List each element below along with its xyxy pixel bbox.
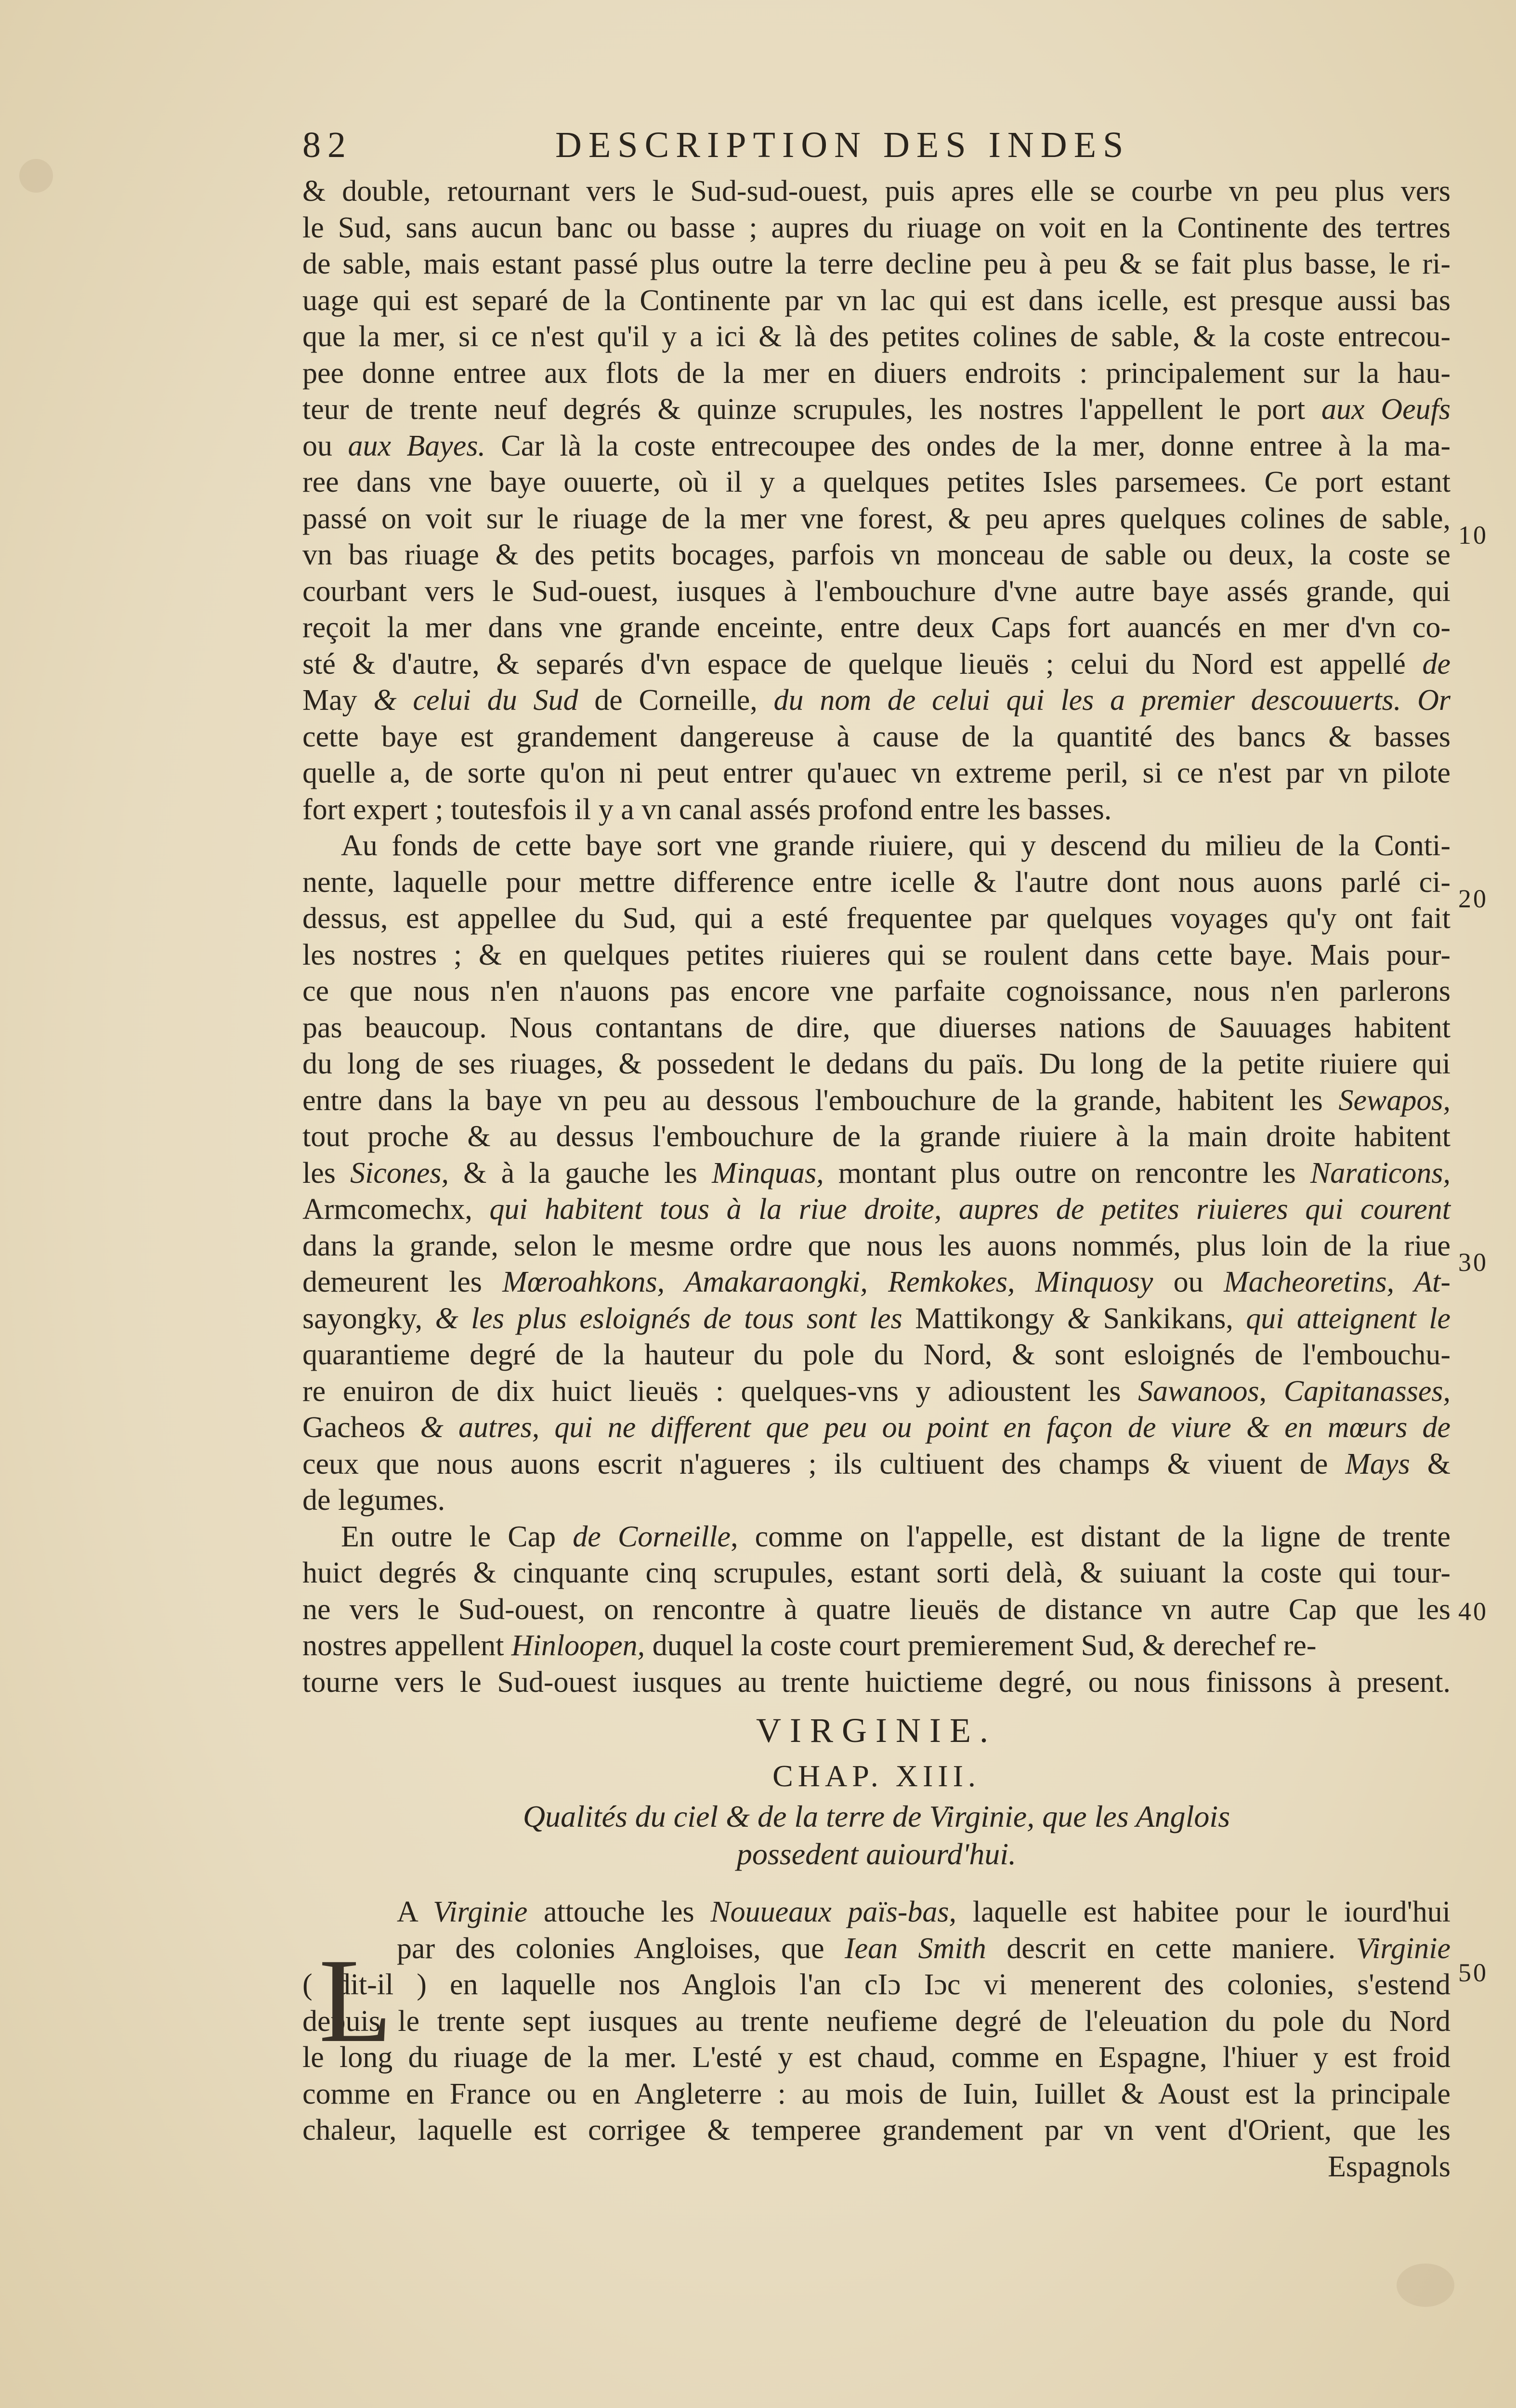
text-run: chaleur, laquelle est corrigee & temperee grandement par vn vent d'Orient, que les xyxy=(302,2114,1451,2146)
text-line xyxy=(302,828,1451,864)
text-run: Sankikans, xyxy=(1103,1302,1233,1335)
italic-term: qui habitent tous à la riue droite, aupres de petites riuieres qui courent xyxy=(472,1193,1451,1226)
text-run: courbant vers le Sud-ouest, iusques à l'embouchure d'vne autre baye assés grande, qui xyxy=(302,575,1451,608)
text-line xyxy=(302,2076,1451,2113)
text-run: duquel la coste court premierement Sud, & derechef re- xyxy=(645,1629,1317,1662)
paper-stain xyxy=(1397,2264,1454,2307)
text-run: quelle a, de sorte qu'on ni peut entrer qu'auec vn extreme peril, si ce n'est par vn pilote xyxy=(302,757,1451,789)
spacer xyxy=(302,1873,1451,1894)
text-run: que la mer, si ce n'est qu'il y a ici & là des petites colines de sable, & la coste entrecou- xyxy=(302,320,1451,353)
text-run: vn bas riuage & des petits bocages, parfois vn monceau de sable ou deux, la coste se xyxy=(302,538,1451,571)
text-run: comme en France ou en Angleterre : au mois de Iuin, Iuillet & Aoust est la principale xyxy=(302,2077,1451,2110)
text-line xyxy=(302,355,1451,392)
text-run: tourne vers le Sud-ouest iusques au trente huictieme degré, ou nous finissons à present. xyxy=(302,1665,1451,1699)
text-line xyxy=(302,1010,1451,1047)
text-run: Mattikongy xyxy=(915,1302,1055,1335)
text-run: montant plus outre on rencontre les xyxy=(823,1156,1310,1190)
text-line xyxy=(302,1228,1451,1265)
text-run: ou xyxy=(302,429,348,462)
text-run: fort expert ; toutesfois il y a vn canal assés profond entre les basses. xyxy=(302,793,1112,826)
italic-term: Virginie xyxy=(433,1896,528,1928)
italic-term: qui atteignent le xyxy=(1233,1302,1451,1335)
margin-line-number: 30 xyxy=(1458,1248,1488,1277)
margin-line-number: 20 xyxy=(1458,884,1488,913)
text-run: le long du riuage de la mer. L'esté y est chaud, comme en Espagne, l'hiuer y est froid xyxy=(302,2041,1451,2074)
italic-term: Virginie xyxy=(1356,1932,1451,1965)
text-run: ree dans vne baye ouuerte, où il y a quelques petites Isles parsemees. Ce port estant xyxy=(302,466,1451,498)
italic-term: de xyxy=(1422,647,1451,681)
text-line xyxy=(302,1374,1451,1410)
text-line xyxy=(302,1301,1451,1337)
text-run: sté & d'autre, & separés d'vn espace de quelque lieuës ; celui du Nord est appellé xyxy=(302,647,1423,681)
drop-cap: L xyxy=(319,1934,392,2068)
italic-term: Hinloopen, xyxy=(511,1629,645,1662)
text-line xyxy=(302,610,1451,646)
text-run: huict degrés & cinquante cinq scrupules, estant sorti delà, & suiuant la coste qui tour- xyxy=(302,1557,1451,1589)
chapter-paragraph xyxy=(302,1894,1451,2185)
text-line xyxy=(302,2149,1451,2186)
text-run: passé on voit sur le riuage de la mer vne forest, & peu apres quelques colines de sable, xyxy=(302,502,1451,535)
text-run: Armcomechx, xyxy=(302,1193,472,1226)
text-run: May xyxy=(302,684,357,717)
text-line xyxy=(302,2003,1451,2040)
italic-term: & celui du Sud xyxy=(357,684,595,717)
text-run: En outre le Cap xyxy=(341,1520,573,1553)
text-line xyxy=(302,937,1451,974)
text-run: dans la grande, selon le mesme ordre que nous les auons nommés, plus loin de la riue xyxy=(302,1229,1451,1262)
italic-term: Iean Smith xyxy=(845,1932,986,1965)
text-run: les xyxy=(302,1156,351,1190)
text-line xyxy=(302,501,1451,537)
text-run: de legumes. xyxy=(302,1484,445,1517)
text-line xyxy=(302,1446,1451,1483)
running-head: DESCRIPTION DES INDES xyxy=(555,125,1130,165)
page-number: 82 xyxy=(302,125,353,165)
text-run: du long de ses riuages, & possedent le dedans du païs. Du long de la petite riuiere qui xyxy=(302,1047,1451,1080)
italic-term: Naraticons, xyxy=(1310,1156,1451,1190)
text-line xyxy=(302,682,1451,719)
italic-term: du nom de celui qui les a premier descouuerts. Or xyxy=(757,684,1451,717)
italic-term: Nouueaux païs-bas, xyxy=(710,1896,957,1928)
italic-term: Minquas, xyxy=(712,1156,824,1190)
text-line xyxy=(302,319,1451,355)
text-run: depuis le trente sept iusques au trente neufieme degré de l'eleuation du pole du Nord xyxy=(302,2004,1451,2038)
text-line xyxy=(302,392,1451,428)
text-run: Au fonds de cette baye sort vne grande riuiere, qui y descend du milieu de la Conti- xyxy=(341,829,1451,862)
text-run: reçoit la mer dans vne grande enceinte, entre deux Caps fort auancés en mer d'vn co- xyxy=(302,611,1451,644)
italic-term: aux Oeufs xyxy=(1321,393,1451,426)
text-line xyxy=(302,1155,1451,1192)
text-line xyxy=(302,1083,1451,1119)
text-line xyxy=(302,1894,1451,1931)
italic-term: de Corneille xyxy=(573,1520,731,1553)
italic-term: Sewapos, xyxy=(1338,1084,1451,1117)
text-line xyxy=(302,1119,1451,1155)
text-run: & à la gauche les xyxy=(448,1156,712,1190)
text-run: pas beaucoup. Nous contantans de dire, que diuerses nations de Sauuages habitent xyxy=(302,1011,1451,1044)
text-line xyxy=(302,428,1451,465)
italic-term: Macheoretins, At- xyxy=(1223,1266,1451,1298)
body-paragraphs xyxy=(302,173,1451,1701)
text-run: ne vers le Sud-ouest, on rencontre à quatre lieuës de distance vn autre Cap que les xyxy=(302,1593,1451,1626)
text-line xyxy=(302,246,1451,283)
text-line xyxy=(302,1191,1451,1228)
text-line xyxy=(302,464,1451,501)
text-run: cette baye est grandement dangereuse à cause de la quantité des bancs & basses xyxy=(302,720,1451,753)
text-line xyxy=(302,2040,1451,2076)
text-line xyxy=(302,1264,1451,1301)
text-run: , xyxy=(1259,1374,1284,1408)
italic-term: aux Bayes. xyxy=(348,429,485,462)
chapter-heading: CHAP. XIII. xyxy=(772,1759,980,1793)
text-run: nente, laquelle pour mettre difference entre icelle & l'autre dont nous auons parlé ci- xyxy=(302,865,1451,899)
text-run: laquelle est habitee pour le iourd'hui xyxy=(956,1896,1451,1928)
text-line xyxy=(302,1592,1451,1628)
text-run: & double, retournant vers le Sud-sud-ouest, puis apres elle se courbe vn peu plus vers xyxy=(302,175,1451,208)
text-run: sayongky, xyxy=(302,1302,423,1335)
text-run: ou xyxy=(1153,1266,1224,1298)
text-line xyxy=(302,1931,1451,1967)
text-run: Espagnols xyxy=(1328,2150,1451,2183)
text-line xyxy=(302,646,1451,683)
text-run: demeurent les xyxy=(302,1266,503,1298)
text-line xyxy=(302,1482,1451,1519)
text-run: le Sud, sans aucun banc ou basse ; aupres du riuage on voit en la Continente des tertres xyxy=(302,211,1451,244)
chapter-subtitle-line: possedent auiourd'hui. xyxy=(736,1837,1017,1871)
text-run: , comme on l'appelle, est distant de la ligne de trente xyxy=(731,1520,1451,1553)
chapter-subtitle-line: Qualités du ciel & de la terre de Virginie, que les Anglois xyxy=(523,1799,1230,1833)
text-run: de Corneille, xyxy=(594,684,758,717)
italic-term: & autres, qui ne different que peu ou point en façon de viure & en mœurs de xyxy=(405,1411,1451,1444)
text-run: attouche les xyxy=(527,1896,711,1928)
text-line xyxy=(302,210,1451,247)
text-run: pee donne entree aux flots de la mer en diuers endroits : principalement sur la hau- xyxy=(302,356,1451,390)
text-line xyxy=(302,1410,1451,1446)
text-run: ( dit-il ) en laquelle nos Anglois l'an cIɔ Iɔc vi menerent des colonies, s'estend xyxy=(302,1968,1451,2001)
text-line xyxy=(302,973,1451,1010)
margin-line-number: 10 xyxy=(1458,521,1488,550)
margin-line-number: 50 xyxy=(1458,1958,1488,1987)
italic-term: & les plus esloignés de tous sont les xyxy=(422,1302,915,1335)
text-line xyxy=(302,901,1451,937)
text-line xyxy=(302,173,1451,210)
text-run: Car là la coste entrecoupee des ondes de la mer, donne entree à la ma- xyxy=(485,429,1451,462)
text-run: entre dans la baye vn peu au dessous l'embouchure de la grande, habitent les xyxy=(302,1084,1339,1117)
text-line xyxy=(302,1967,1451,2003)
italic-term: Mœroahkons, Amakaraongki, Remkokes, Minquosy xyxy=(502,1266,1153,1298)
text-run: A xyxy=(397,1896,433,1928)
paper-stain xyxy=(19,159,53,193)
margin-line-number: 40 xyxy=(1458,1597,1488,1626)
italic-term: Sawanoos xyxy=(1138,1374,1259,1408)
text-line xyxy=(302,1046,1451,1083)
text-line xyxy=(302,1664,1451,1701)
text-line xyxy=(302,719,1451,756)
text-line xyxy=(302,864,1451,901)
text-line xyxy=(302,1337,1451,1374)
text-run: par des colonies Angloises, que xyxy=(397,1932,845,1965)
text-run: re enuiron de dix huict lieuës : quelques-vns y adioustent les xyxy=(302,1374,1138,1408)
text-line xyxy=(302,537,1451,574)
main-text xyxy=(302,173,1451,2185)
italic-term: Capitanasses, xyxy=(1283,1374,1451,1408)
section-title: VIRGINIE. xyxy=(756,1711,997,1750)
text-line xyxy=(302,2112,1451,2149)
text-line xyxy=(302,755,1451,792)
text-run: descrit en cette maniere. xyxy=(986,1932,1356,1965)
text-run: quarantieme degré de la hauteur du pole du Nord, & sont esloignés de l'embouchu- xyxy=(302,1338,1451,1371)
italic-term: Mays xyxy=(1345,1447,1410,1480)
text-run: uage qui est separé de la Continente par vn lac qui est dans icelle, est presque aussi bas xyxy=(302,284,1451,317)
italic-term: & xyxy=(1054,1302,1103,1335)
text-line xyxy=(302,283,1451,319)
text-run: ce que nous n'en n'auons pas encore vne parfaite cognoissance, nous n'en parlerons xyxy=(302,975,1451,1008)
text-run: tout proche & au dessus l'embouchure de la grande riuiere à la main droite habitent xyxy=(302,1120,1451,1153)
text-run: teur de trente neuf degrés & quinze scrupules, les nostres l'appellent le port xyxy=(302,393,1321,426)
text-run: nostres appellent xyxy=(302,1629,511,1662)
text-line xyxy=(302,1628,1451,1664)
text-line xyxy=(302,792,1451,828)
text-line xyxy=(302,574,1451,610)
text-line xyxy=(302,1519,1451,1556)
text-run: de sable, mais estant passé plus outre la terre decline peu à peu & se fait plus basse, le ri- xyxy=(302,248,1451,280)
text-run: ceux que nous auons escrit n'agueres ; ils cultiuent des champs & viuent de xyxy=(302,1447,1346,1480)
text-run: dessus, est appellee du Sud, qui a esté frequentee par quelques voyages qu'y ont fait xyxy=(302,902,1451,935)
text-run: Gacheos xyxy=(302,1411,405,1444)
text-run: les nostres ; & en quelques petites riuieres qui se roulent dans cette baye. Mais pour- xyxy=(302,938,1451,971)
italic-term: Sicones, xyxy=(350,1156,449,1190)
text-line xyxy=(302,1555,1451,1592)
text-run: & xyxy=(1410,1447,1451,1480)
